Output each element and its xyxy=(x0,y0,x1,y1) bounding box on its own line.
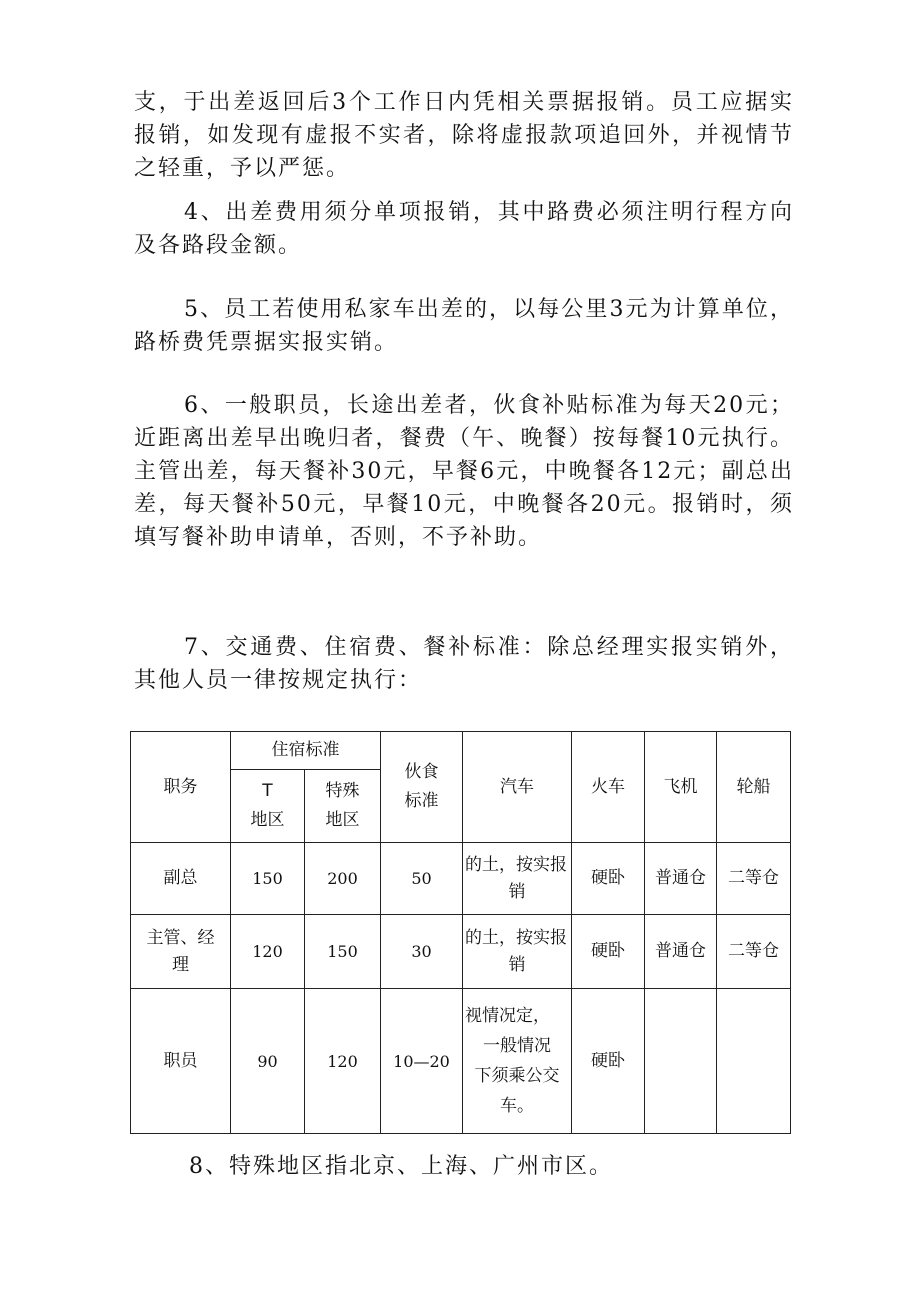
cell-train: 硬卧 xyxy=(572,843,645,915)
cell-special-region: 150 xyxy=(305,915,381,989)
cell-t-region: 90 xyxy=(231,989,305,1134)
paragraph-4: 4、出差费用须分单项报销，其中路费必须注明行程方向及各路段金额。 xyxy=(134,200,794,258)
cell-car-line4: 车。 xyxy=(500,1096,534,1116)
cell-position-line2: 理 xyxy=(172,954,189,975)
cell-train: 硬卧 xyxy=(572,915,645,989)
cell-car-line3: 下须乘公交 xyxy=(474,1066,560,1086)
paragraph-8: 8、特殊地区指北京、上海、广州市区。 xyxy=(189,1154,613,1179)
header-t-region-line2: 地区 xyxy=(250,810,285,830)
cell-car xyxy=(463,989,572,1134)
header-plane: 飞机 xyxy=(645,732,717,843)
header-ship: 轮船 xyxy=(717,732,791,843)
paragraph-5: 5、员工若使用私家车出差的，以每公里3元为计算单位，路桥费凭票据实报实销。 xyxy=(134,297,794,355)
header-special-region xyxy=(305,770,381,843)
header-t-region-line1: T xyxy=(262,781,273,801)
table-row xyxy=(131,989,791,1134)
header-lodging: 住宿标准 xyxy=(231,732,381,770)
cell-plane xyxy=(645,989,717,1134)
header-meal-line2: 标准 xyxy=(404,791,439,811)
cell-ship xyxy=(717,989,791,1134)
cell-t-region: 150 xyxy=(231,843,305,915)
cell-car-line2: 销 xyxy=(508,881,526,902)
expense-standard-table xyxy=(130,731,791,1134)
cell-train: 硬卧 xyxy=(572,989,645,1134)
cell-meal: 50 xyxy=(381,843,463,915)
header-special-region-line1: 特殊 xyxy=(325,781,360,801)
cell-car-line1: 的土，按实报 xyxy=(465,927,567,948)
header-meal xyxy=(381,732,463,843)
cell-position-line1: 主管、经 xyxy=(146,927,215,948)
header-train: 火车 xyxy=(572,732,645,843)
cell-meal: 30 xyxy=(381,915,463,989)
cell-car-line1: 视情况定， xyxy=(465,1006,550,1026)
cell-ship: 二等仓 xyxy=(717,915,791,989)
header-special-region-line2: 地区 xyxy=(325,810,360,830)
header-position: 职务 xyxy=(131,732,231,843)
cell-ship: 二等仓 xyxy=(717,843,791,915)
cell-car xyxy=(463,843,572,915)
cell-special-region: 200 xyxy=(305,843,381,915)
cell-special-region: 120 xyxy=(305,989,381,1134)
cell-car xyxy=(463,915,572,989)
table-header-row xyxy=(131,732,791,770)
cell-t-region: 120 xyxy=(231,915,305,989)
paragraph-3-continued: 支，于出差返回后3个工作日内凭相关票据报销。员工应据实报销，如发现有虚报不实者，除将虚报款项追回外，并视情节之轻重，予以严惩。 xyxy=(134,90,794,181)
cell-position xyxy=(131,915,231,989)
cell-meal: 10—20 xyxy=(381,989,463,1134)
table-row xyxy=(131,843,791,915)
cell-car-line2: 一般情况 xyxy=(483,1036,551,1056)
paragraph-6: 6、一般职员，长途出差者，伙食补贴标准为每天20元；近距离出差早出晚归者，餐费（午、晚餐）按每餐10元执行。主管出差，每天餐补30元，早餐6元，中晚餐各12元；副总出差，每天餐补50元，早餐10元，中晚餐各20元。报销时，须填写餐补助申请单，否则，不予补助。 xyxy=(134,393,794,550)
cell-plane: 普通仓 xyxy=(645,915,717,989)
table-row xyxy=(131,915,791,989)
cell-position: 职员 xyxy=(131,989,231,1134)
header-meal-line1: 伙食 xyxy=(404,762,439,782)
cell-plane: 普通仓 xyxy=(645,843,717,915)
paragraph-7: 7、交通费、住宿费、餐补标准：除总经理实报实销外，其他人员一律按规定执行： xyxy=(134,635,794,693)
cell-car-line1: 的土，按实报 xyxy=(465,854,567,875)
header-car: 汽车 xyxy=(463,732,572,843)
cell-car-line2: 销 xyxy=(508,954,526,975)
header-t-region xyxy=(231,770,305,843)
cell-position: 副总 xyxy=(131,843,231,915)
